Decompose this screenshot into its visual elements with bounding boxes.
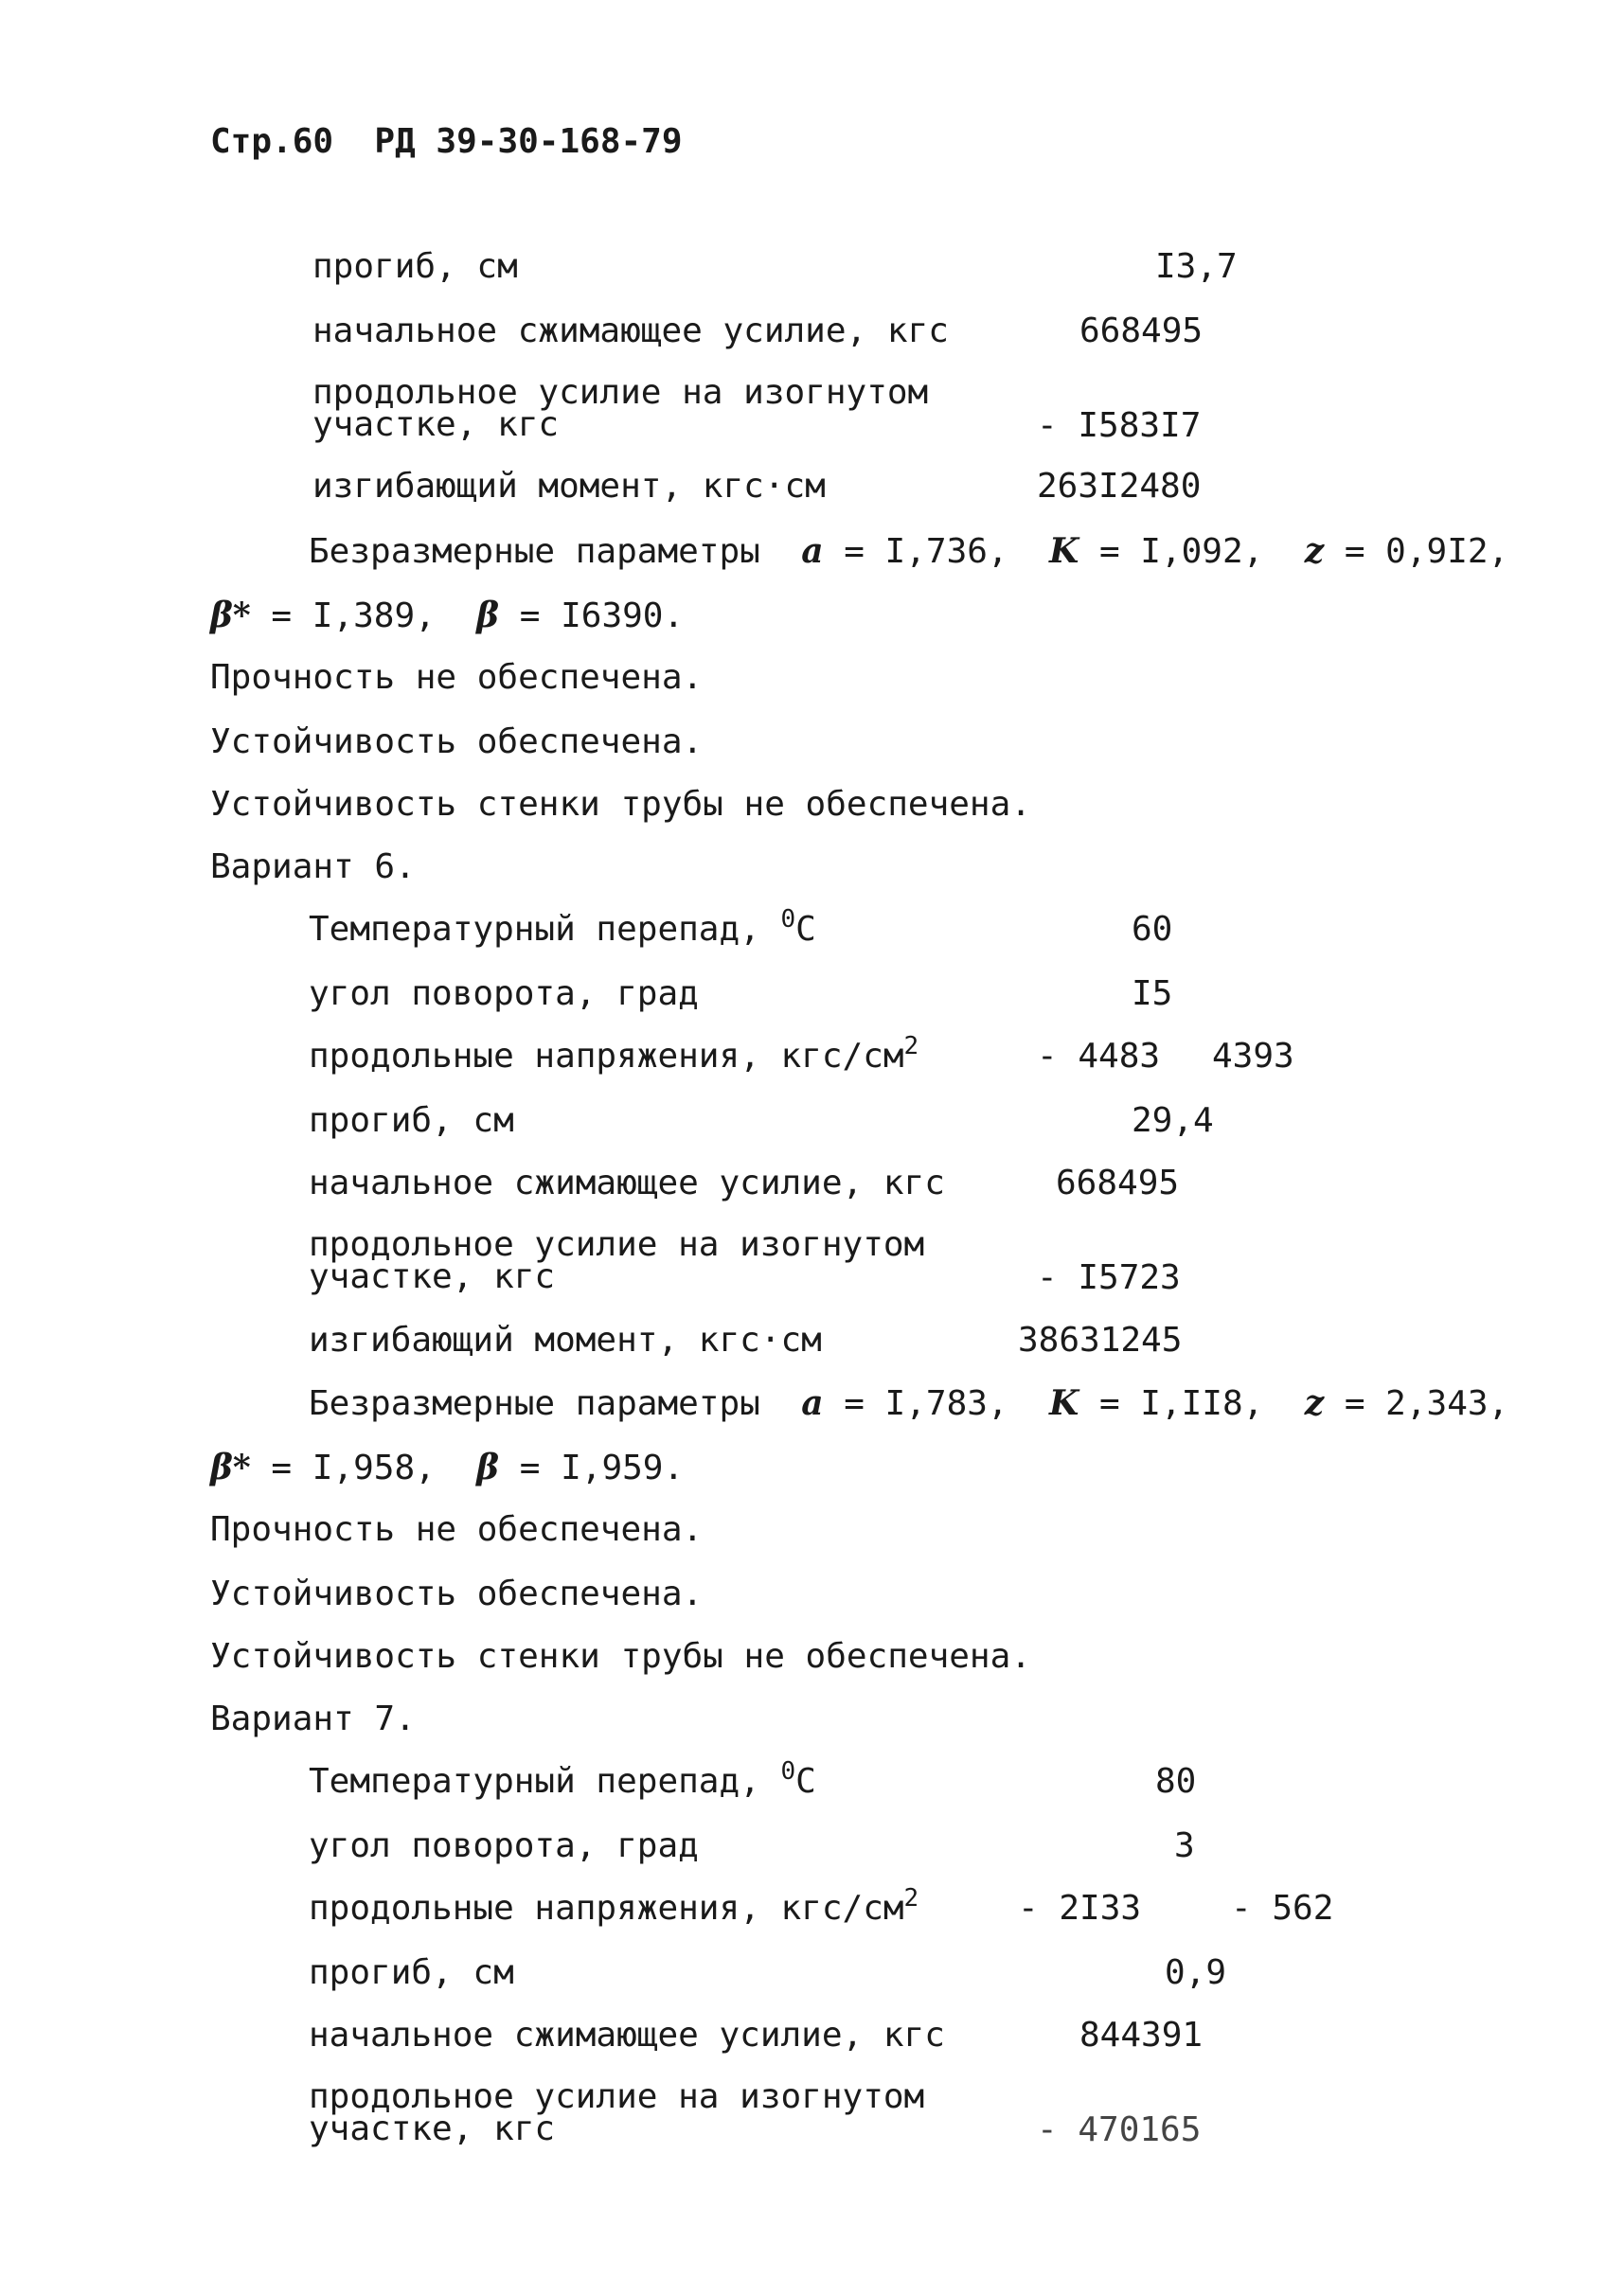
v7-initial-force-label: начальное сжимающее усилие, кгс <box>309 2016 945 2055</box>
v7-angle-label: угол поворота, град <box>309 1826 699 1865</box>
beta-symbol: β <box>476 596 500 635</box>
v7-initial-force-value: 844391 <box>1079 2016 1204 2055</box>
beta-star-symbol: β* <box>210 596 251 635</box>
v6-stress-value-1: - 4483 <box>1037 1037 1161 1076</box>
beta-symbol: β <box>476 1448 500 1487</box>
alpha-symbol: a <box>801 531 824 571</box>
variant-7-title: Вариант 7. <box>210 1700 416 1738</box>
v5-initial-force-label: начальное сжимающее усилие, кгс <box>312 311 949 350</box>
beta-star-symbol: β* <box>210 1448 251 1487</box>
params-intro: Безразмерные параметры <box>309 1384 760 1423</box>
v6-strength-conclusion: Прочность не обеспечена. <box>210 1510 704 1549</box>
v7-stress-value-1: - 2I33 <box>1018 1889 1142 1928</box>
v7-temp-label-text: Температурный перепад, <box>309 1762 781 1801</box>
v6-initial-force-value: 668495 <box>1056 1164 1180 1202</box>
v6-stress-label <box>309 1032 919 1076</box>
kappa-value: = I,092, <box>1098 532 1264 571</box>
v7-deflection-label: прогиб, см <box>309 1953 514 1992</box>
z-symbol: z <box>1304 1383 1325 1423</box>
kappa-value: = I,II8, <box>1098 1384 1264 1423</box>
v7-axial-force-label-1: продольное усилие на изогнутом <box>309 2077 925 2116</box>
beta-star-value: = I,389, <box>271 596 436 635</box>
alpha-value: = I,736, <box>844 532 1008 571</box>
v6-params-line-1 <box>309 1383 1509 1423</box>
beta-value: = I,959. <box>519 1449 685 1487</box>
v6-temp-unit: C <box>795 910 816 949</box>
v7-axial-force-value: - 470165 <box>1037 2110 1202 2149</box>
v6-angle-value: I5 <box>1132 974 1173 1013</box>
v6-stress-value-2: 4393 <box>1212 1037 1294 1076</box>
v5-wall-stability-conclusion: Устойчивость стенки трубы не обеспечена. <box>210 785 1031 824</box>
v6-temp-label <box>309 905 816 949</box>
v7-deflection-value: 0,9 <box>1165 1953 1227 1992</box>
v5-stability-conclusion: Устойчивость обеспечена. <box>210 722 704 761</box>
v7-temp-unit: C <box>795 1762 816 1801</box>
v7-angle-value: 3 <box>1174 1826 1195 1865</box>
v5-params-line-2 <box>210 598 684 633</box>
superscript-2: 2 <box>903 1032 919 1060</box>
v5-deflection-value: I3,7 <box>1155 247 1238 286</box>
v6-initial-force-label: начальное сжимающее усилие, кгс <box>309 1164 945 1202</box>
v5-params-line-1 <box>309 531 1509 571</box>
v6-axial-force-label-1: продольное усилие на изогнутом <box>309 1225 925 1264</box>
alpha-value: = I,783, <box>844 1384 1008 1423</box>
alpha-symbol: a <box>801 1383 824 1423</box>
z-symbol: z <box>1304 531 1325 571</box>
v7-stress-label <box>309 1884 919 1928</box>
superscript-2: 2 <box>903 1884 919 1913</box>
document-code: РД 39-30-168-79 <box>374 122 683 161</box>
beta-star-value: = I,958, <box>271 1449 436 1487</box>
v6-deflection-value: 29,4 <box>1132 1101 1214 1140</box>
v6-axial-force-label-2: участке, кгс <box>309 1257 556 1296</box>
v7-temp-label <box>309 1757 816 1801</box>
variant-6-title: Вариант 6. <box>210 847 416 886</box>
v5-deflection-label: прогиб, см <box>312 247 518 286</box>
v6-wall-stability-conclusion: Устойчивость стенки трубы не обеспечена. <box>210 1637 1031 1676</box>
page-number: Стр.60 <box>210 122 334 161</box>
v6-temp-label-text: Температурный перепад, <box>309 910 781 949</box>
page-header <box>210 122 683 161</box>
v6-stability-conclusion: Устойчивость обеспечена. <box>210 1575 704 1613</box>
v6-temp-value: 60 <box>1132 910 1173 949</box>
v5-axial-force-label-1: продольное усилие на изогнутом <box>312 373 929 412</box>
v6-angle-label: угол поворота, град <box>309 974 699 1013</box>
v7-temp-value: 80 <box>1155 1762 1197 1801</box>
degree-sign: 0 <box>780 905 796 934</box>
kappa-symbol: K <box>1048 1383 1079 1423</box>
v6-params-line-2 <box>210 1448 685 1487</box>
v6-deflection-label: прогиб, см <box>309 1101 514 1140</box>
z-value: = 0,9I2, <box>1344 532 1509 571</box>
params-intro: Безразмерные параметры <box>309 532 760 571</box>
z-value: = 2,343, <box>1344 1384 1509 1423</box>
degree-sign: 0 <box>780 1757 796 1786</box>
beta-value: = I6390. <box>519 596 685 635</box>
v6-stress-label-text: продольные напряжения, кгс/см <box>309 1037 904 1076</box>
v7-stress-label-text: продольные напряжения, кгс/см <box>309 1889 904 1928</box>
v5-strength-conclusion: Прочность не обеспечена. <box>210 658 704 697</box>
v6-axial-force-value: - I5723 <box>1037 1258 1181 1297</box>
v5-axial-force-label-2: участке, кгс <box>312 405 560 444</box>
v6-moment-value: 38631245 <box>1018 1321 1183 1360</box>
v5-moment-label: изгибающий момент, кгс·см <box>312 467 826 506</box>
kappa-symbol: K <box>1048 531 1079 571</box>
v6-moment-label: изгибающий момент, кгс·см <box>309 1321 822 1360</box>
v5-moment-value: 263I2480 <box>1037 467 1202 506</box>
v5-initial-force-value: 668495 <box>1079 311 1204 350</box>
v7-stress-value-2: - 562 <box>1231 1889 1334 1928</box>
v5-axial-force-value: - I583I7 <box>1037 406 1202 445</box>
v7-axial-force-label-2: участке, кгс <box>309 2109 556 2148</box>
